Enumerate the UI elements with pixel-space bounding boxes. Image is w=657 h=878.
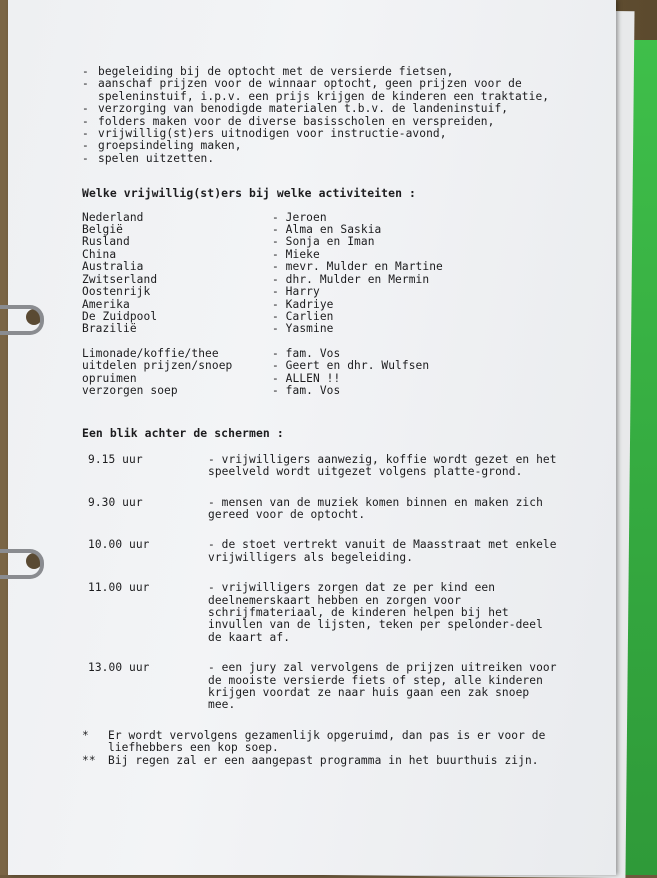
table-row: Brazilië - Yasmine (82, 322, 334, 336)
schedule-heading: Een blik achter de schermen : (82, 426, 284, 441)
table-row: Amerika - Kadriye (82, 297, 334, 311)
table-row: China - Mieke (82, 247, 320, 261)
footnote: * Er wordt vervolgens gezamenlijk opgeruimd, dan pas is er voor de liefhebbers een kop soep. (82, 728, 546, 755)
table-row: Zwitserland - dhr. Mulder en Mermin (82, 272, 430, 286)
country-table (82, 212, 562, 336)
volunteers-heading: Welke vrijwillig(st)ers bij welke activiteiten : (82, 186, 416, 201)
table-row: Oostenrijk - Harry (82, 285, 320, 299)
table-row: Limonade/koffie/thee - fam. Vos (82, 346, 341, 360)
schedule-item: 10.00 uur - de stoet vertrekt vanuit de Maasstraat met enkele vrijwilligers als begeleiding. (88, 538, 557, 564)
schedule-item: 11.00 uur - vrijwilligers zorgen dat ze per kind een deelnemerskaart hebben en zorgen voor schrijfmateriaal, de kinderen helpen bij het invullen van de lijsten, teken per spelonder-deel de kaart af. (88, 581, 543, 644)
list-item: - aanschaf prijzen voor de winnaar optocht, geen prijzen voor de speleninstuif, i.p.v. een prijs krijgen de kinderen een traktatie, (82, 77, 550, 103)
list-item: - folders maken voor de diverse basisscholen en verspreiden, (82, 114, 495, 128)
schedule-item: 9.30 uur - mensen van de muziek komen binnen en maken zich gereed voor de optocht. (88, 495, 543, 521)
list-item: - vrijwillig(st)ers uitnodigen voor instructie-avond, (82, 127, 447, 141)
schedule-item: 9.15 uur - vrijwilligers aanwezig, koffie wordt gezet en het speelveld wordt uitgezet volgens platte-grond. (88, 452, 557, 479)
table-row: De Zuidpool - Carlien (82, 309, 334, 323)
bullet-list (82, 66, 562, 165)
table-row: Rusland - Sonja en Iman (82, 235, 375, 249)
list-item: - begeleiding bij de optocht met de versierde fietsen, (82, 65, 454, 78)
task-table (82, 348, 562, 398)
table-row: België - Alma en Saskia (82, 223, 382, 237)
table-row: Nederland - Jeroen (82, 210, 327, 224)
table-row: Australia - mevr. Mulder en Martine (82, 260, 443, 274)
table-row: opruimen - ALLEN !! (82, 371, 341, 385)
schedule-list (82, 454, 562, 712)
schedule-item: 13.00 uur - een jury zal vervolgens de prijzen uitreiken voor de mooiste versierde fiets of step, alle kinderen krijgen voordat ze naar huis gaan een zak snoep mee. (88, 661, 557, 712)
table-row: uitdelen prijzen/snoep - Geert en dhr. Wulfsen (82, 359, 430, 373)
footnote: ** Bij regen zal er een aangepast programma in het buurthuis zijn. (82, 753, 539, 767)
footnotes (82, 730, 562, 767)
binder-ring (0, 305, 44, 335)
list-item: - groepsindeling maken, (82, 139, 242, 153)
list-item: - spelen uitzetten. (82, 151, 215, 165)
binder-ring (0, 549, 44, 579)
list-item: - verzorging van benodigde materialen t.b.v. de landeninstuif, (82, 102, 509, 116)
document-text (82, 66, 562, 767)
table-row: verzorgen soep - fam. Vos (82, 383, 341, 397)
